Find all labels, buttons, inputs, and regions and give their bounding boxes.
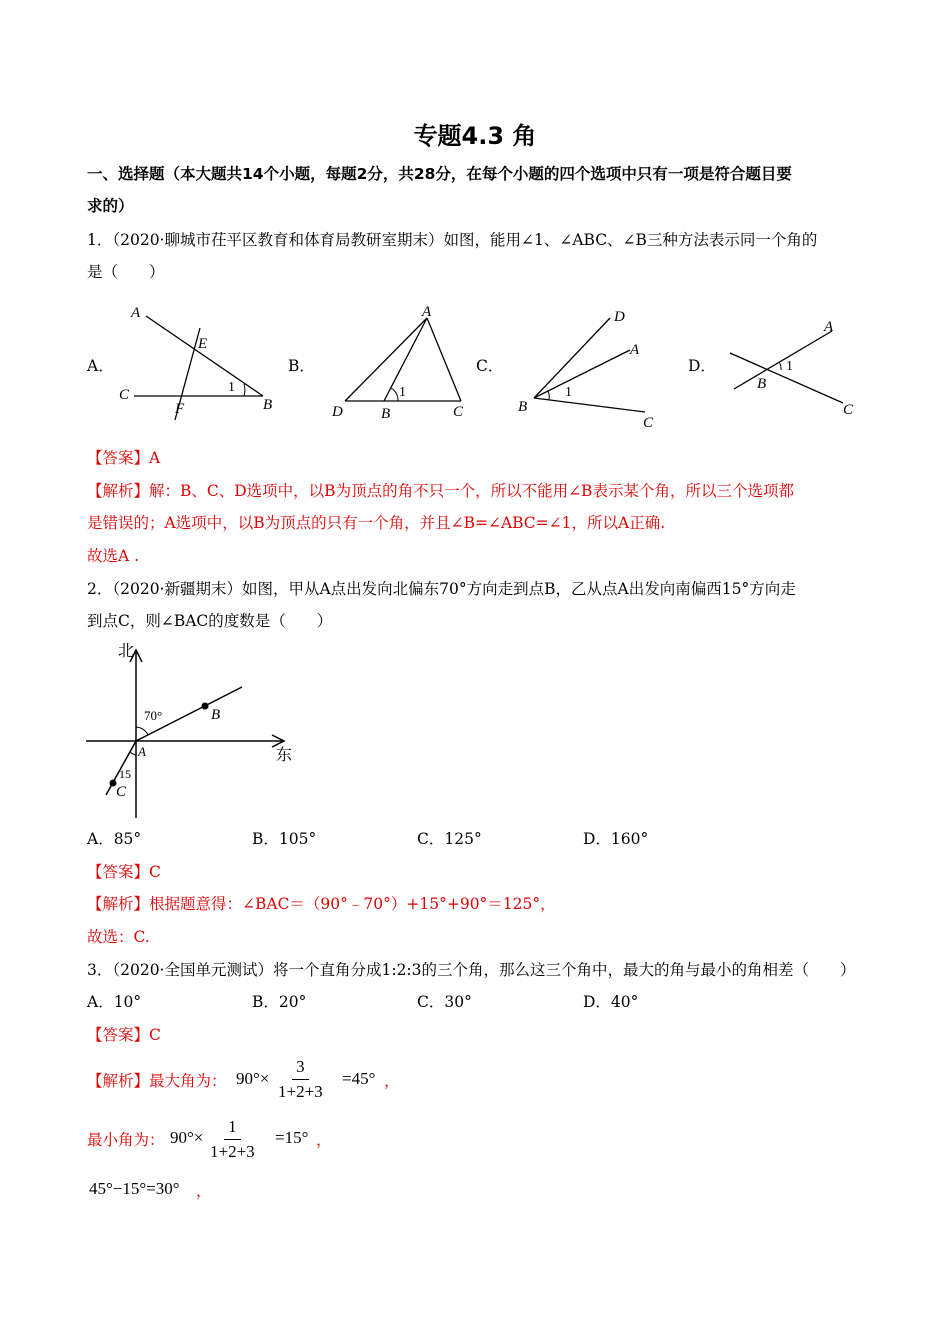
q1-stem-line1: 1．（2020·聊城市茌平区教育和体育局教研室期末）如图，能用∠1、∠ABC、∠B三种方法表示同一个角的 <box>87 231 818 249</box>
q3-min-rhs: =15° <box>275 1128 309 1147</box>
angle-70-label: 70° <box>144 708 163 723</box>
q1-stem-line2: 是（ ） <box>87 263 165 281</box>
q3-option-b: B．20° <box>252 993 307 1011</box>
fig-a-label: A <box>131 305 141 321</box>
q3-min-numerator: 1 <box>224 1117 241 1140</box>
q2-conclusion: 故选：C. <box>87 928 150 946</box>
q3-min-fraction <box>210 1117 255 1162</box>
q3-max-tail: ， <box>384 1072 400 1090</box>
fig-d-label: A <box>824 319 834 335</box>
fig-a-label: C <box>119 387 130 403</box>
fig-a-label: E <box>198 336 208 352</box>
angle-15-label: 15 <box>119 767 131 781</box>
q1-analysis-line2: 是错误的；A选项中，以B为顶点的只有一个角，并且∠B=∠ABC=∠1，所以A正确. <box>87 514 666 532</box>
fig-c-label: D <box>614 309 625 325</box>
fig-a-label: B <box>263 397 273 413</box>
point-b-label: B <box>211 707 221 723</box>
fig-c-label: 1 <box>565 385 572 400</box>
q2-option-d: D．160° <box>583 830 649 848</box>
q1-analysis-line1: 【解析】解：B、C、D选项中，以B为顶点的角不只一个，所以不能用∠B表示某个角，所以三个选项都 <box>87 482 794 500</box>
section-heading-line2: 求的） <box>87 197 134 215</box>
fig-b-label: D <box>332 404 343 420</box>
fig-b-label: 1 <box>399 385 406 400</box>
q2-option-c: C．125° <box>417 830 482 848</box>
fig-d-label: C <box>843 402 854 418</box>
page-title: 专题4.3 角 <box>413 122 537 150</box>
q1-option-b: B． <box>288 357 315 375</box>
q3-max-denominator: 1+2+3 <box>278 1082 323 1101</box>
fig-d-label: 1 <box>786 359 793 374</box>
q1-option-a: A． <box>87 357 114 375</box>
fig-b-label: C <box>453 404 464 420</box>
q3-difference: 45°−15°=30° <box>89 1179 180 1198</box>
q2-stem-line1: 2．（2020·新疆期末）如图，甲从A点出发向北偏东70°方向走到点B，乙从点A出发向南偏西15°方向走 <box>87 580 796 598</box>
fig-b-label: B <box>381 406 391 422</box>
q2-answer: 【答案】C <box>87 863 161 881</box>
fig-a-label: F <box>175 401 185 417</box>
q3-min-tail: ， <box>316 1131 332 1149</box>
point-a-label: A <box>138 744 146 759</box>
north-label: 北 <box>118 641 135 660</box>
q3-option-d: D．40° <box>583 993 639 1011</box>
q3-min-denominator: 1+2+3 <box>210 1142 255 1161</box>
point-b <box>202 703 209 710</box>
q1-answer: 【答案】A <box>87 449 161 467</box>
fig-d-label: B <box>757 376 767 392</box>
q3-max-fraction <box>278 1057 323 1102</box>
q3-min-lhs: 90°× <box>170 1128 204 1147</box>
q3-max-lhs: 90°× <box>236 1069 270 1088</box>
fig-c-label: B <box>518 399 528 415</box>
q3-analysis-label: 【解析】最大角为： <box>87 1072 227 1090</box>
q3-answer: 【答案】C <box>87 1026 161 1044</box>
q1-option-c: C． <box>476 357 504 375</box>
section-heading-line1: 一、选择题（本大题共14个小题，每题2分，共28分，在每个小题的四个选项中只有一项是符合题目要 <box>87 165 792 183</box>
q1-option-d: D． <box>688 357 716 375</box>
q2-option-a: A．85° <box>87 830 142 848</box>
q3-option-a: A．10° <box>87 993 142 1011</box>
point-c-label: C <box>116 784 127 800</box>
q3-min-label: 最小角为： <box>87 1131 165 1149</box>
q3-difference-tail: ， <box>196 1182 212 1200</box>
q3-stem: 3．（2020·全国单元测试）将一个直角分成1:2:3的三个角，那么这三个角中，最大的角与最小的角相差（ ） <box>87 961 856 979</box>
q2-option-b: B．105° <box>252 830 317 848</box>
q3-option-c: C．30° <box>417 993 472 1011</box>
q2-stem-line2: 到点C，则∠BAC的度数是（ ） <box>87 612 333 630</box>
fig-c-label: C <box>643 415 654 431</box>
fig-a-label: 1 <box>228 380 235 395</box>
q2-analysis: 【解析】根据题意得：∠BAC＝（90°﹣70°）+15°+90°＝125°， <box>87 895 556 913</box>
q3-max-numerator: 3 <box>292 1057 309 1080</box>
fig-b-label: A <box>422 304 432 320</box>
fig-c-label: A <box>630 342 640 358</box>
east-label: 东 <box>276 745 293 764</box>
q3-max-rhs: =45° <box>342 1069 376 1088</box>
q1-conclusion: 故选A . <box>87 547 140 565</box>
